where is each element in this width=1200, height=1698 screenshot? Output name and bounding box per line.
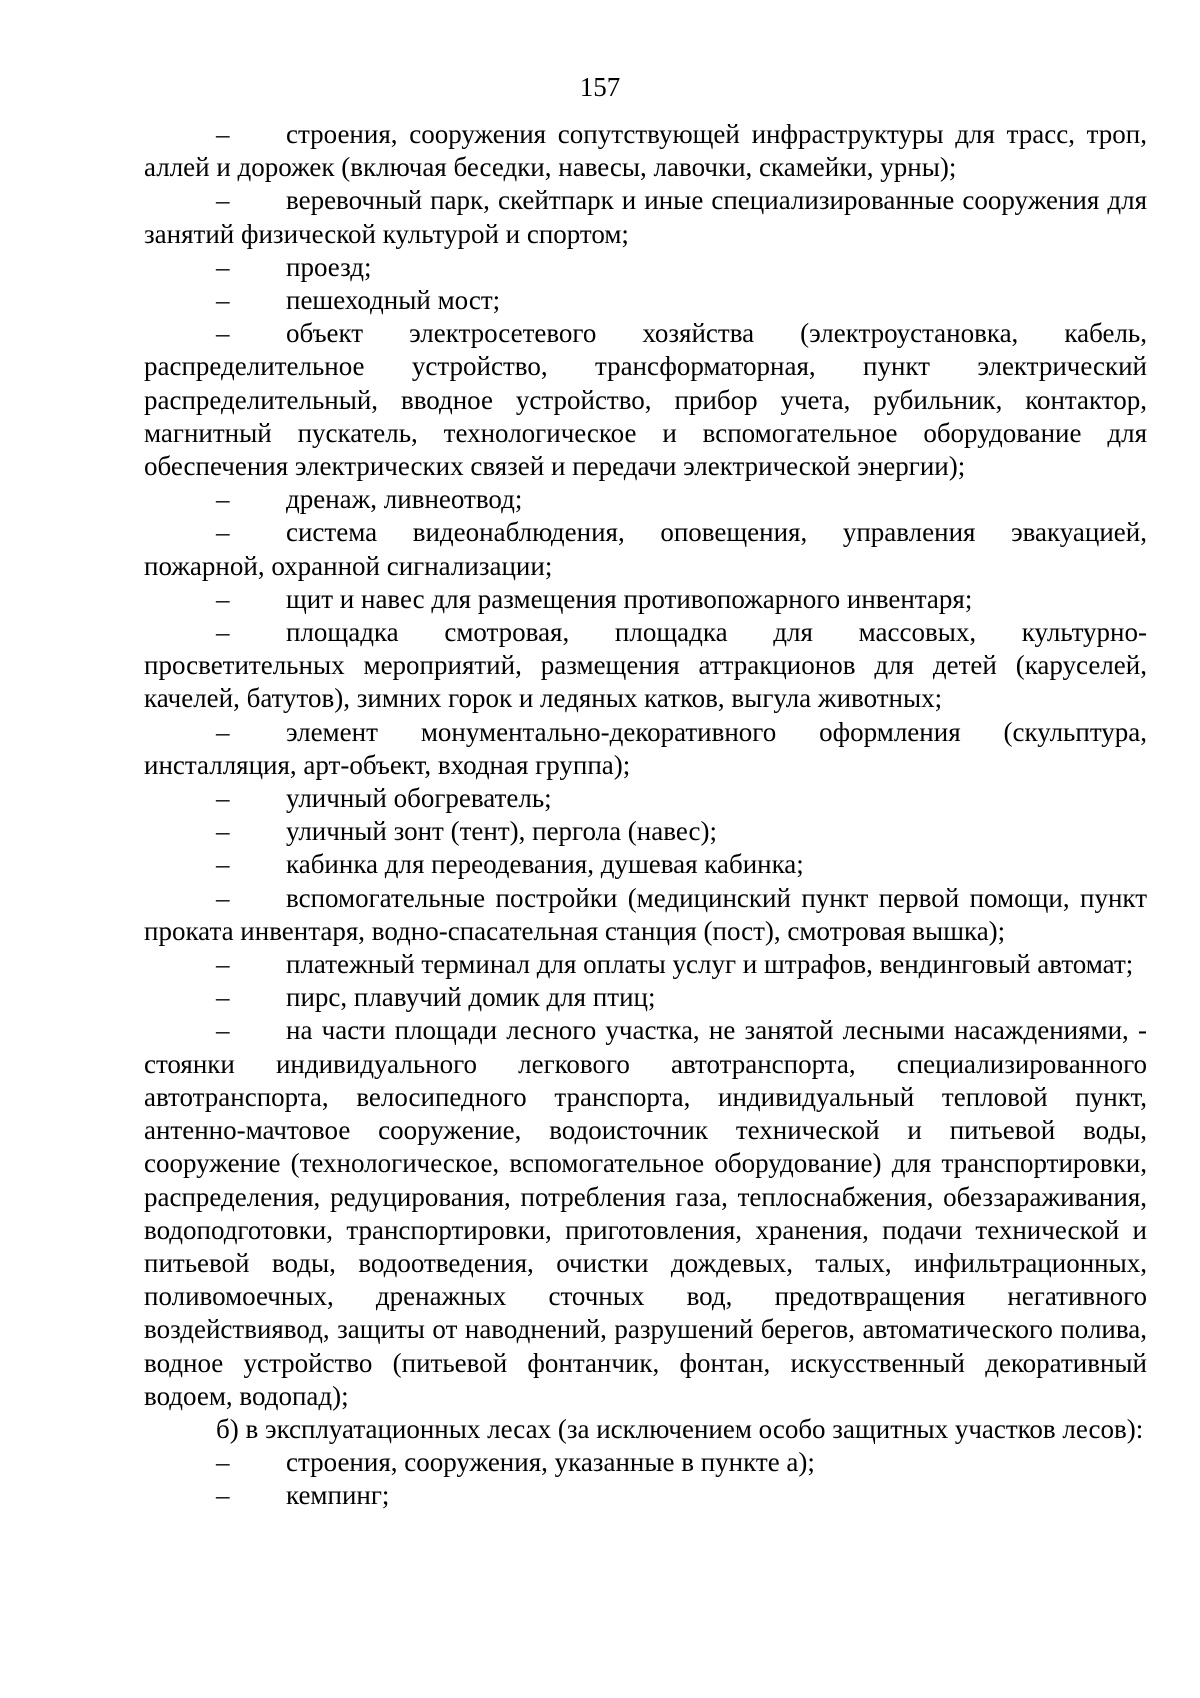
list-item bbox=[144, 1446, 1147, 1479]
list-item-text: уличный обогреватель; bbox=[286, 783, 552, 814]
list-item-text: пешеходный мост; bbox=[286, 285, 501, 316]
list-item bbox=[144, 882, 1147, 948]
list-item-text: дренаж, ливнеотвод; bbox=[286, 484, 523, 515]
list-dash: – bbox=[216, 1480, 230, 1511]
list-item-text: площадка смотровая, площадка для массовых, культурно-просветительных мероприятий, размещения аттракционов для детей (каруселей, качелей, батутов), зимних горок и ледяных катков, выгула животных; bbox=[144, 617, 1147, 714]
list-item-text: кемпинг; bbox=[286, 1480, 390, 1511]
list-item-text: кабинка для переодевания, душевая кабинка; bbox=[286, 849, 804, 880]
document-body bbox=[144, 118, 1147, 1513]
paragraph-text: б) в эксплуатационных лесах (за исключением особо защитных участков лесов): bbox=[216, 1413, 1144, 1444]
list-item bbox=[144, 251, 1147, 284]
list-dash: – bbox=[216, 949, 230, 980]
list-dash: – bbox=[216, 119, 230, 149]
list-dash: – bbox=[216, 849, 230, 880]
list-item bbox=[144, 1479, 1147, 1512]
list-item bbox=[144, 716, 1147, 782]
list-item-text: элемент монументально-декоративного оформления (скульптура, инсталляция, арт-объект, входная группа); bbox=[144, 716, 1147, 780]
list-dash: – bbox=[216, 617, 230, 648]
list-item bbox=[144, 583, 1147, 616]
list-item bbox=[144, 317, 1147, 483]
list-item bbox=[144, 516, 1147, 582]
list-dash: – bbox=[216, 783, 230, 814]
list-dash: – bbox=[216, 484, 230, 515]
list-dash: – bbox=[216, 185, 230, 216]
list-dash: – bbox=[216, 318, 230, 349]
list-item-text: пирс, плавучий домик для птиц; bbox=[286, 982, 656, 1013]
list-dash: – bbox=[216, 285, 230, 316]
list-item-text: строения, сооружения сопутствующей инфраструктуры для трасс, троп, аллей и дорожек (включая беседки, навесы, лавочки, скамейки, урны); bbox=[144, 119, 1147, 183]
paragraph bbox=[144, 1413, 1147, 1446]
list-dash: – bbox=[216, 517, 230, 548]
list-item bbox=[144, 848, 1147, 881]
list-item bbox=[144, 483, 1147, 516]
page-number: 157 bbox=[579, 72, 621, 102]
list-item-text: система видеонаблюдения, оповещения, управления эвакуацией, пожарной, охранной сигнализации; bbox=[144, 517, 1147, 581]
list-dash: – bbox=[216, 882, 230, 913]
list-item bbox=[144, 118, 1147, 184]
list-dash: – bbox=[216, 251, 230, 282]
list-dash: – bbox=[216, 816, 230, 847]
list-item bbox=[144, 1014, 1147, 1412]
list-dash: – bbox=[216, 982, 230, 1013]
list-item-text: проезд; bbox=[286, 251, 372, 282]
list-item bbox=[144, 184, 1147, 250]
list-item bbox=[144, 284, 1147, 317]
list-item-text: уличный зонт (тент), пергола (навес); bbox=[286, 816, 717, 847]
list-item bbox=[144, 981, 1147, 1014]
list-item-text: на части площади лесного участка, не занятой лесными насаждениями, - стоянки индивидуального легкового автотранспорта, специализированного автотранспорта, велосипедного транспорта, индивидуальный тепловой пункт, антенно-мачтовое сооружение, водоисточник технической и питьевой воды, сооружение (технологическое, вспомогательное оборудование) для транспортировки, распределения, редуцирования, потребления газа, теплоснабжения, обеззараживания, водоподготовки, транспортировки, приготовления, хранения, подачи технической и питьевой воды, водоотведения, очистки дождевых, талых, инфильтрационных, поливомоечных, дренажных сточных вод, предотвращения негативного воздействиявод, защиты от наводнений, разрушений берегов, автоматического полива, водное устройство (питьевой фонтанчик, фонтан, искусственный декоративный водоем, водопад); bbox=[144, 1015, 1147, 1411]
list-item-text: щит и навес для размещения противопожарного инвентаря; bbox=[286, 583, 973, 614]
list-item-text: вспомогательные постройки (медицинский пункт первой помощи, пункт проката инвентаря, водно-спасательная станция (пост), смотровая вышка); bbox=[144, 882, 1147, 946]
list-item-text: объект электросетевого хозяйства (электроустановка, кабель, распределительное устройство, трансформаторная, пункт электрический распределительный, вводное устройство, прибор учета, рубильник, контактор, магнитный пускатель, технологическое и вспомогательное оборудование для обеспечения электрических связей и передачи электрической энергии); bbox=[144, 318, 1147, 482]
list-dash: – bbox=[216, 1447, 230, 1478]
list-dash: – bbox=[216, 1015, 230, 1046]
list-item-text: веревочный парк, скейтпарк и иные специализированные сооружения для занятий физической культурой и спортом; bbox=[144, 185, 1147, 249]
list-item-text: платежный терминал для оплаты услуг и штрафов, вендинговый автомат; bbox=[286, 949, 1134, 980]
list-item bbox=[144, 815, 1147, 848]
list-item bbox=[144, 948, 1147, 981]
list-dash: – bbox=[216, 716, 230, 747]
list-dash: – bbox=[216, 583, 230, 614]
list-item bbox=[144, 782, 1147, 815]
list-item bbox=[144, 616, 1147, 716]
list-item-text: строения, сооружения, указанные в пункте а); bbox=[286, 1447, 815, 1478]
